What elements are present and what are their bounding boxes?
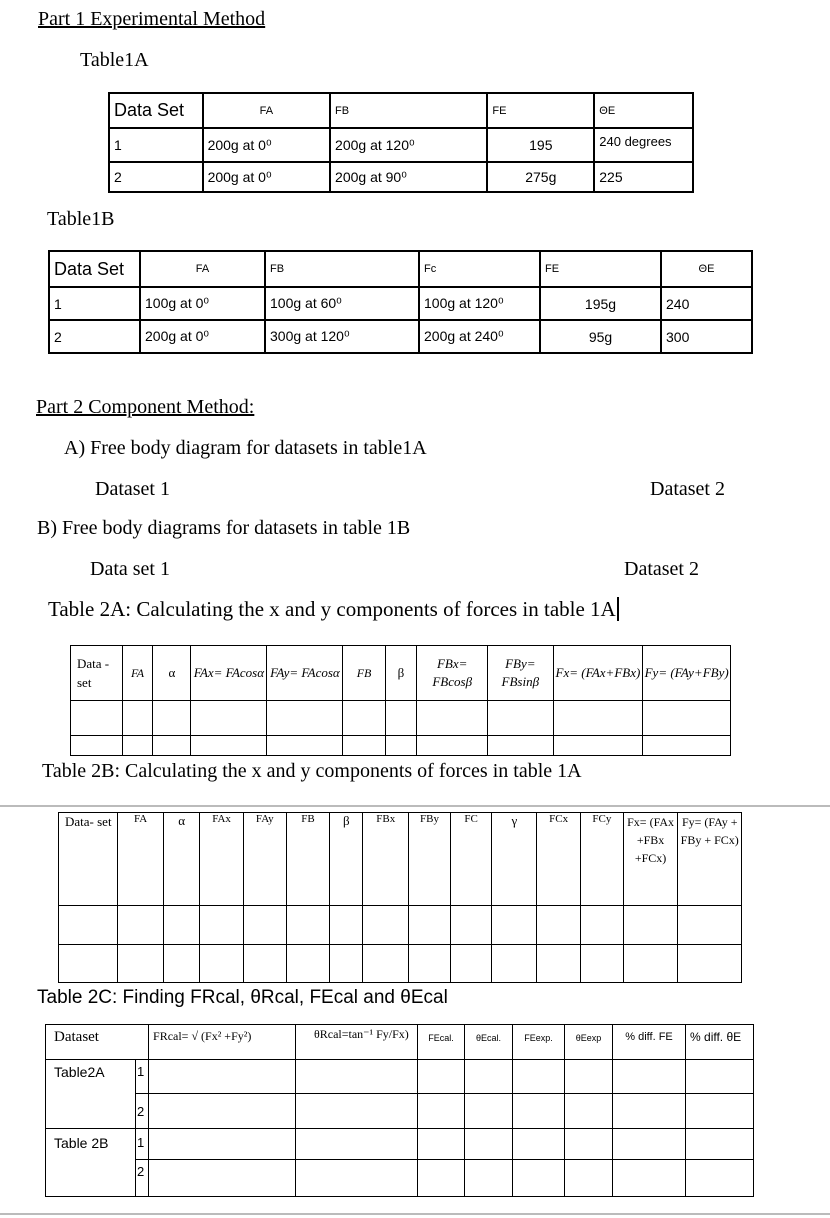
header-cell: FB <box>286 813 330 906</box>
empty-cell[interactable] <box>537 945 581 983</box>
table-cell: 275g <box>487 162 594 192</box>
empty-cell[interactable] <box>59 906 118 945</box>
empty-cell[interactable] <box>153 701 191 736</box>
table-row <box>59 906 742 945</box>
header-cell: FBy <box>409 813 451 906</box>
empty-cell[interactable] <box>450 906 492 945</box>
table-row <box>71 701 731 736</box>
empty-cell[interactable] <box>149 1060 296 1094</box>
table2c-header-row <box>46 1025 754 1060</box>
table1b-header-fe: FE <box>540 251 661 287</box>
empty-cell[interactable] <box>565 1060 613 1094</box>
header-cell: Fx= (FAx+FBx) <box>553 646 643 701</box>
table-cell: 200g at 0⁰ <box>140 320 265 353</box>
row-number: 1 <box>136 1060 149 1094</box>
header-cell: Fy= (FAy+FBy) <box>643 646 731 701</box>
empty-cell[interactable] <box>122 701 153 736</box>
row-group-label: Table 2B <box>46 1129 136 1197</box>
part2-b-dataset1: Data set 1 <box>90 558 170 580</box>
header-cell: Data -set <box>71 646 123 701</box>
table-cell: 100g at 0⁰ <box>140 287 265 320</box>
empty-cell[interactable] <box>465 1094 513 1129</box>
empty-cell[interactable] <box>553 736 643 756</box>
empty-cell[interactable] <box>118 945 164 983</box>
table1a-header-fa: FA <box>203 93 330 128</box>
row-number: 2 <box>136 1160 149 1197</box>
table1a-header-dataset: Data Set <box>109 93 203 128</box>
table1a-header-thetae: ΘE <box>594 93 693 128</box>
empty-cell[interactable] <box>513 1094 565 1129</box>
empty-cell[interactable] <box>385 701 417 736</box>
table2c <box>45 1024 754 1197</box>
table1b <box>48 250 753 354</box>
table2b-caption: Table 2B: Calculating the x and y components of forces in table 1A <box>42 760 582 782</box>
empty-cell[interactable] <box>613 1160 686 1197</box>
table-row <box>109 162 693 192</box>
empty-cell[interactable] <box>613 1060 686 1094</box>
empty-cell[interactable] <box>200 945 244 983</box>
page-bottom-divider <box>0 1213 830 1215</box>
table2a-caption-text: Table 2A: Calculating the x and y components of forces in table 1A <box>48 597 616 621</box>
empty-cell[interactable] <box>343 736 385 756</box>
empty-cell[interactable] <box>191 701 267 736</box>
header-cell: γ <box>492 813 537 906</box>
table-cell: 100g at 120⁰ <box>419 287 540 320</box>
empty-cell[interactable] <box>418 1129 465 1160</box>
empty-cell[interactable] <box>330 906 363 945</box>
empty-cell[interactable] <box>418 1160 465 1197</box>
table-row <box>59 945 742 983</box>
part2-a-dataset2: Dataset 2 <box>650 478 725 500</box>
table2a <box>70 645 731 756</box>
empty-cell[interactable] <box>417 736 488 756</box>
empty-cell[interactable] <box>553 701 643 736</box>
empty-cell[interactable] <box>330 945 363 983</box>
header-cell: FBx <box>363 813 409 906</box>
table2b <box>58 812 742 983</box>
empty-cell[interactable] <box>71 736 123 756</box>
table-cell: 195 <box>487 128 594 162</box>
empty-cell[interactable] <box>686 1060 754 1094</box>
table-row <box>71 736 731 756</box>
empty-cell[interactable] <box>643 701 731 736</box>
row-number: 1 <box>136 1129 149 1160</box>
header-cell: FEcal. <box>418 1025 465 1060</box>
empty-cell[interactable] <box>191 736 267 756</box>
table1b-header-row <box>49 251 752 287</box>
empty-cell[interactable] <box>686 1094 754 1129</box>
header-cell: FRcal= √ (Fx² +Fy²) <box>149 1025 296 1060</box>
header-cell: % diff. FE <box>613 1025 686 1060</box>
empty-cell[interactable] <box>409 945 451 983</box>
table-cell: 240 <box>661 287 752 320</box>
empty-cell[interactable] <box>200 906 244 945</box>
table1b-header-thetae: ΘE <box>661 251 752 287</box>
empty-cell[interactable] <box>465 1160 513 1197</box>
empty-cell[interactable] <box>488 736 553 756</box>
table1b-caption: Table1B <box>47 208 115 230</box>
table-row <box>109 128 693 162</box>
empty-cell[interactable] <box>417 701 488 736</box>
header-cell: FC <box>450 813 492 906</box>
empty-cell[interactable] <box>418 1060 465 1094</box>
empty-cell[interactable] <box>267 736 343 756</box>
empty-cell[interactable] <box>149 1094 296 1129</box>
table-cell: 200g at 240⁰ <box>419 320 540 353</box>
empty-cell[interactable] <box>613 1094 686 1129</box>
empty-cell[interactable] <box>613 1129 686 1160</box>
header-cell: FCx <box>537 813 581 906</box>
empty-cell[interactable] <box>465 1060 513 1094</box>
header-cell: Fy= (FAy + FBy + FCx) <box>678 813 742 906</box>
part2-a-dataset1: Dataset 1 <box>95 478 170 500</box>
table-cell: 200g at 120⁰ <box>330 128 487 162</box>
empty-cell[interactable] <box>565 1094 613 1129</box>
table-cell: 195g <box>540 287 661 320</box>
header-cell: θRcal=tan⁻¹ Fy/Fx) <box>296 1025 418 1060</box>
table-cell: 200g at 90⁰ <box>330 162 487 192</box>
empty-cell[interactable] <box>492 945 537 983</box>
table1a-header-row <box>109 93 693 128</box>
empty-cell[interactable] <box>537 906 581 945</box>
table-cell: 2 <box>49 320 140 353</box>
empty-cell[interactable] <box>286 945 330 983</box>
table-row <box>46 1060 754 1094</box>
table1a-header-fe: FE <box>487 93 594 128</box>
row-number: 2 <box>136 1094 149 1129</box>
table-row <box>49 287 752 320</box>
table1b-header-fb: FB <box>265 251 419 287</box>
empty-cell[interactable] <box>678 945 742 983</box>
empty-cell[interactable] <box>286 906 330 945</box>
empty-cell[interactable] <box>513 1160 565 1197</box>
table-row <box>46 1129 754 1160</box>
header-cell: FAy <box>243 813 286 906</box>
header-cell: FCy <box>581 813 624 906</box>
header-cell: β <box>330 813 363 906</box>
table-row <box>49 320 752 353</box>
header-cell: Data- set <box>59 813 118 906</box>
header-cell: FEexp. <box>513 1025 565 1060</box>
header-cell: FAx= FAcosα <box>191 646 267 701</box>
empty-cell[interactable] <box>153 736 191 756</box>
empty-cell[interactable] <box>513 1060 565 1094</box>
page-divider <box>0 805 830 807</box>
empty-cell[interactable] <box>296 1094 418 1129</box>
header-cell: FAy= FAcosα <box>267 646 343 701</box>
table-cell: 2 <box>109 162 203 192</box>
part2-a-label: A) Free body diagram for datasets in table1A <box>64 437 427 459</box>
empty-cell[interactable] <box>122 736 153 756</box>
header-cell: Fx= (FAx +FBx +FCx) <box>623 813 678 906</box>
header-cell: Dataset <box>46 1025 149 1060</box>
empty-cell[interactable] <box>296 1129 418 1160</box>
part2-heading: Part 2 Component Method: <box>36 396 255 418</box>
table-cell: 225 <box>594 162 693 192</box>
empty-cell[interactable] <box>343 701 385 736</box>
empty-cell[interactable] <box>565 1129 613 1160</box>
table-cell: 200g at 0⁰ <box>203 162 330 192</box>
text-cursor <box>617 597 624 621</box>
row-group-label: Table2A <box>46 1060 136 1129</box>
empty-cell[interactable] <box>296 1060 418 1094</box>
empty-cell[interactable] <box>418 1094 465 1129</box>
empty-cell[interactable] <box>385 736 417 756</box>
table-cell: 1 <box>109 128 203 162</box>
header-cell: FB <box>343 646 385 701</box>
empty-cell[interactable] <box>581 906 624 945</box>
header-cell: FBy= FBsinβ <box>488 646 553 701</box>
empty-cell[interactable] <box>71 701 123 736</box>
empty-cell[interactable] <box>565 1160 613 1197</box>
table2a-caption <box>48 597 624 622</box>
empty-cell[interactable] <box>581 945 624 983</box>
empty-cell[interactable] <box>243 945 286 983</box>
empty-cell[interactable] <box>465 1129 513 1160</box>
empty-cell[interactable] <box>623 945 678 983</box>
header-cell: FBx= FBcosβ <box>417 646 488 701</box>
empty-cell[interactable] <box>513 1129 565 1160</box>
empty-cell[interactable] <box>118 906 164 945</box>
part2-b-dataset2: Dataset 2 <box>624 558 699 580</box>
header-cell: θEcal. <box>465 1025 513 1060</box>
table-cell: 95g <box>540 320 661 353</box>
header-cell: θEexp <box>565 1025 613 1060</box>
empty-cell[interactable] <box>686 1160 754 1197</box>
table1a <box>108 92 694 193</box>
header-cell: FA <box>118 813 164 906</box>
empty-cell[interactable] <box>59 945 118 983</box>
empty-cell[interactable] <box>243 906 286 945</box>
table-row <box>46 1094 754 1129</box>
table-cell: 300g at 120⁰ <box>265 320 419 353</box>
table2a-header-row <box>71 646 731 701</box>
table1b-header-fa: FA <box>140 251 265 287</box>
empty-cell[interactable] <box>409 906 451 945</box>
empty-cell[interactable] <box>623 906 678 945</box>
table-row <box>46 1160 754 1197</box>
header-cell: β <box>385 646 417 701</box>
empty-cell[interactable] <box>686 1129 754 1160</box>
empty-cell[interactable] <box>488 701 553 736</box>
empty-cell[interactable] <box>149 1160 296 1197</box>
table2b-header-row <box>59 813 742 906</box>
part2-b-label: B) Free body diagrams for datasets in table 1B <box>37 517 411 539</box>
empty-cell[interactable] <box>164 906 200 945</box>
header-cell: FA <box>122 646 153 701</box>
table1b-header-dataset: Data Set <box>49 251 140 287</box>
empty-cell[interactable] <box>492 906 537 945</box>
header-cell: FAx <box>200 813 244 906</box>
empty-cell[interactable] <box>296 1160 418 1197</box>
empty-cell[interactable] <box>643 736 731 756</box>
table1a-header-fb: FB <box>330 93 487 128</box>
empty-cell[interactable] <box>267 701 343 736</box>
empty-cell[interactable] <box>363 906 409 945</box>
empty-cell[interactable] <box>678 906 742 945</box>
table1a-caption: Table1A <box>80 49 149 71</box>
table-cell: 200g at 0⁰ <box>203 128 330 162</box>
header-cell: % diff. θE <box>686 1025 754 1060</box>
table-cell: 240 degrees <box>594 128 693 162</box>
empty-cell[interactable] <box>164 945 200 983</box>
part1-heading: Part 1 Experimental Method <box>38 8 266 30</box>
table-cell: 1 <box>49 287 140 320</box>
table-cell: 100g at 60⁰ <box>265 287 419 320</box>
table1b-header-fc: Fc <box>419 251 540 287</box>
empty-cell[interactable] <box>149 1129 296 1160</box>
header-cell: α <box>164 813 200 906</box>
table-cell: 300 <box>661 320 752 353</box>
empty-cell[interactable] <box>363 945 409 983</box>
empty-cell[interactable] <box>450 945 492 983</box>
table2c-caption: Table 2C: Finding FRcal, θRcal, FEcal and θEcal <box>37 987 448 1008</box>
header-cell: α <box>153 646 191 701</box>
